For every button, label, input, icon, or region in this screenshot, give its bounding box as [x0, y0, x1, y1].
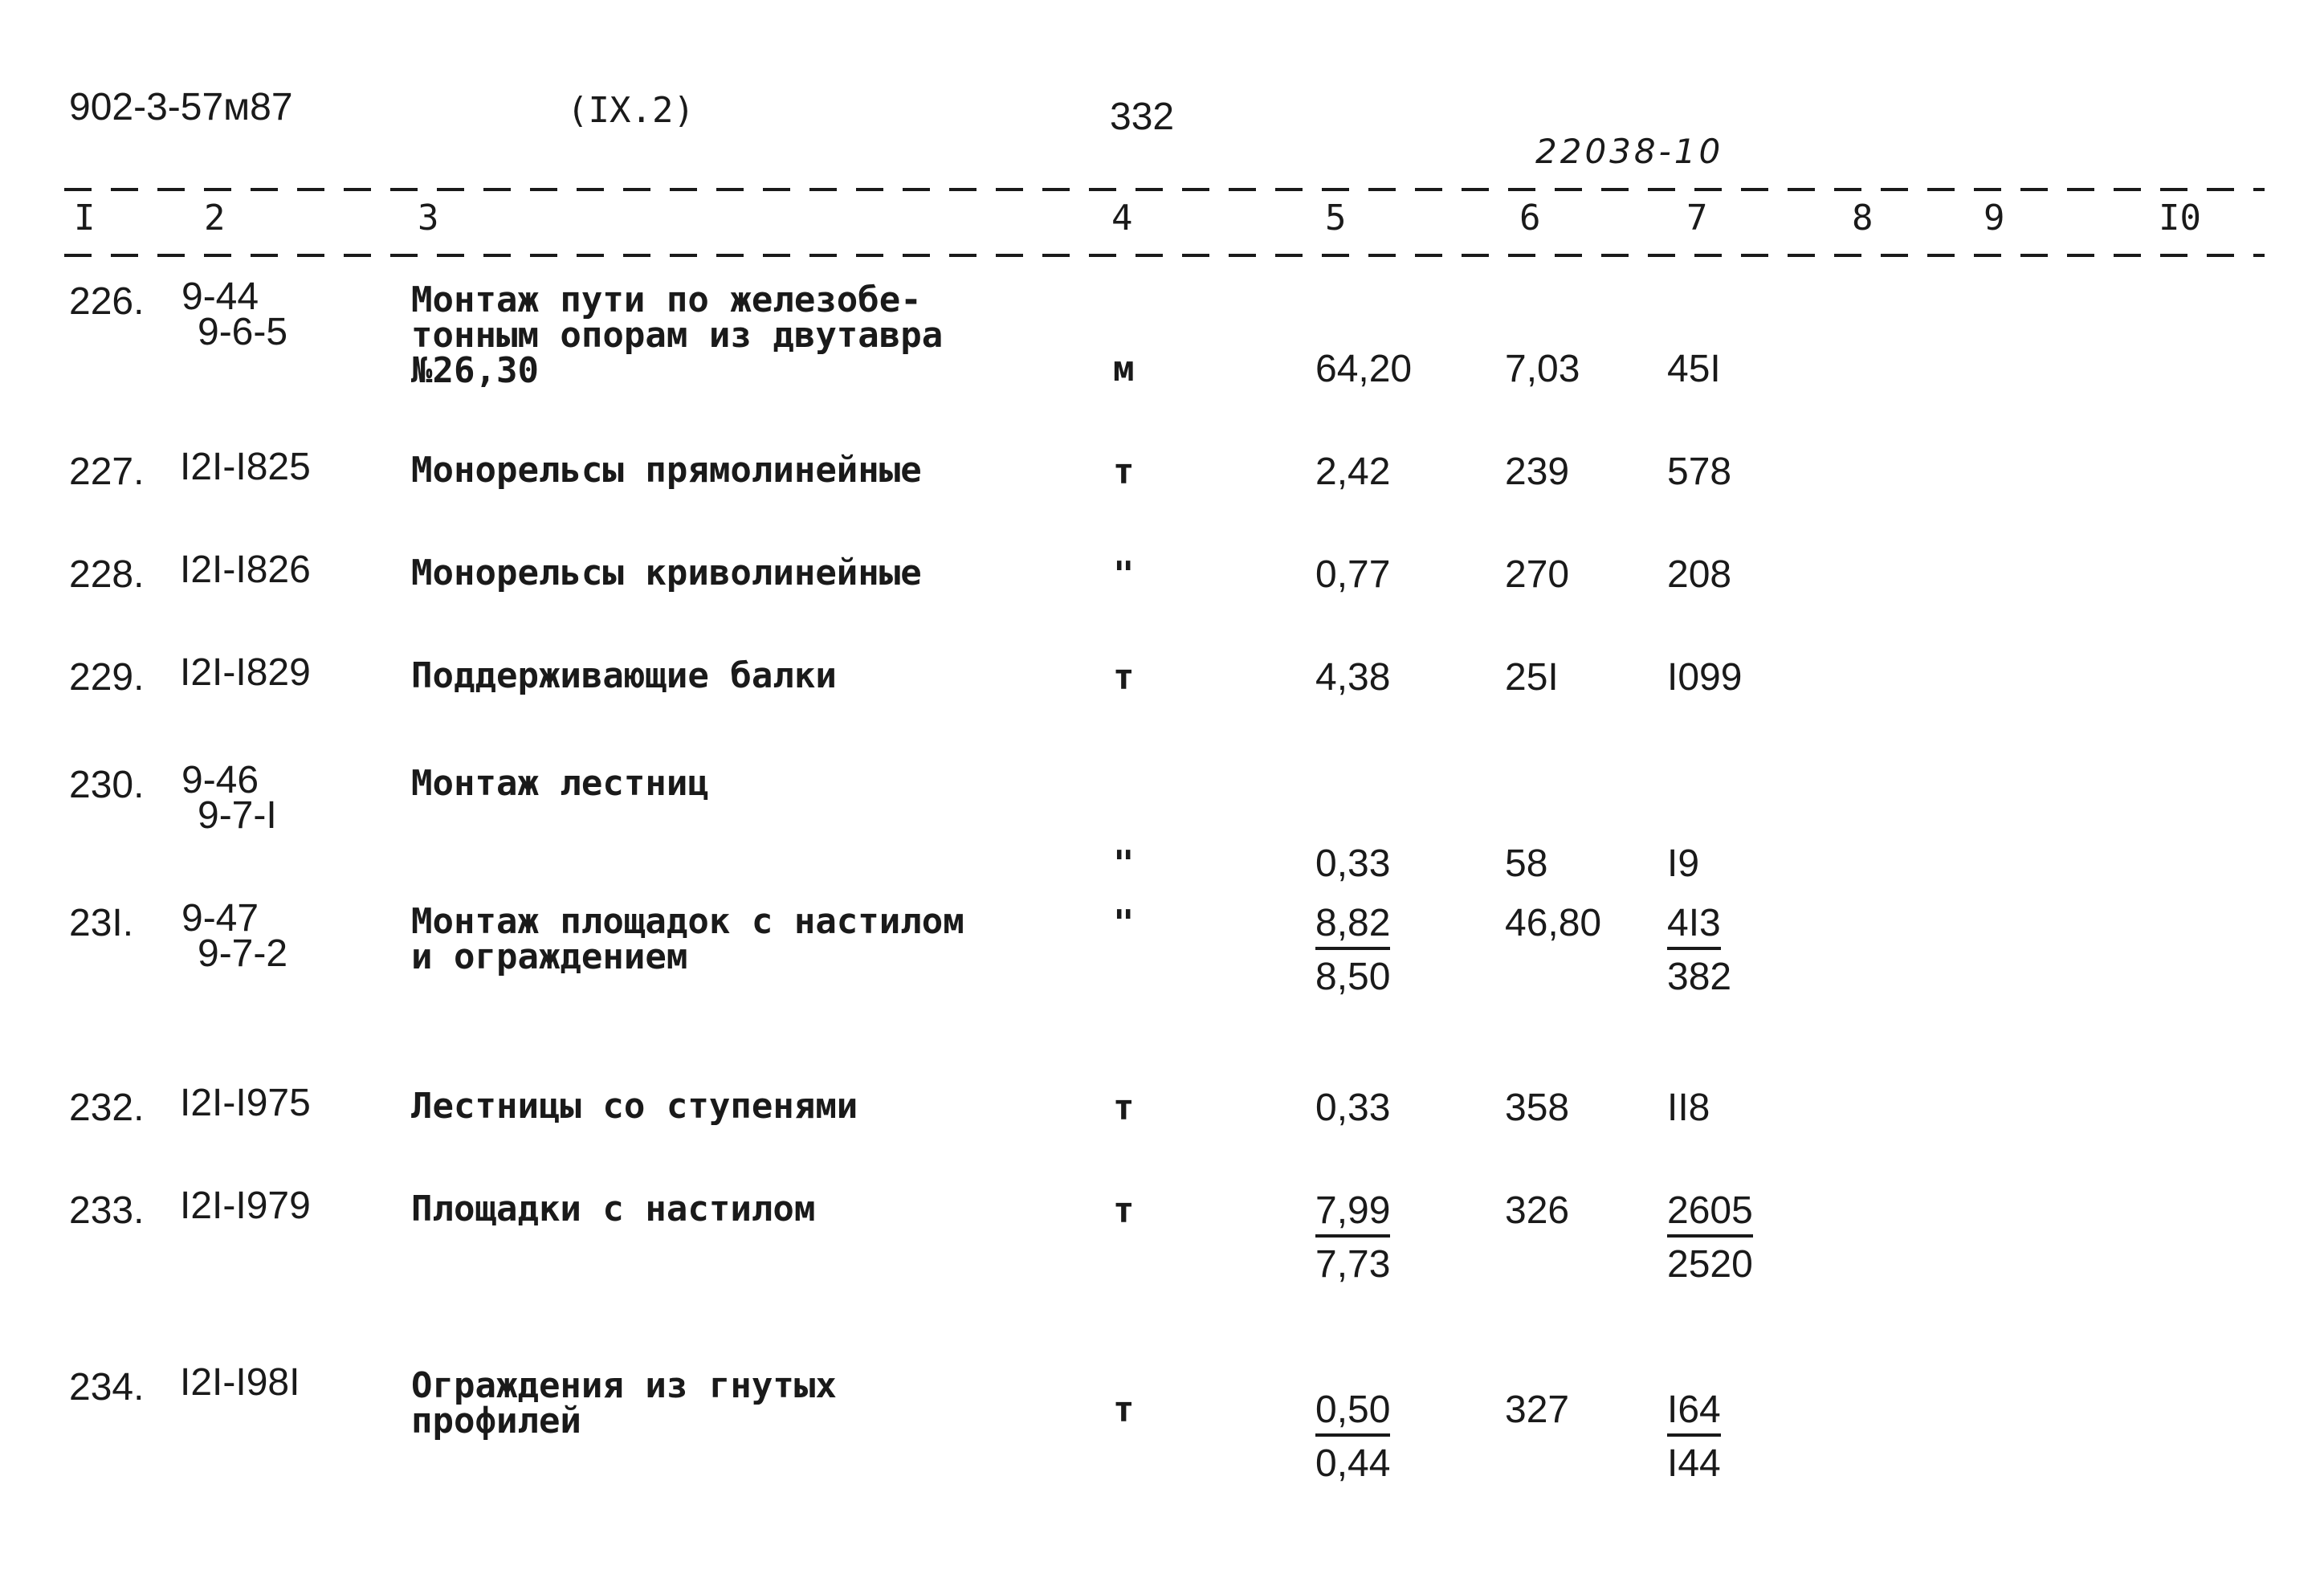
- quantity-value-denominator: 7,73: [1315, 1243, 1391, 1286]
- rate-code-line: I2I-I826: [180, 548, 311, 591]
- total-cost-value: 578: [1667, 451, 1732, 493]
- total-cost-value-numerator: 2605: [1667, 1189, 1753, 1238]
- row-number: 234.: [69, 1366, 145, 1409]
- rate-code: [180, 446, 311, 488]
- row-number: 227.: [69, 451, 145, 493]
- quantity-value-denominator: 0,44: [1315, 1442, 1391, 1485]
- total-cost-value: II8: [1667, 1087, 1710, 1129]
- quantity-value: 64,20: [1315, 348, 1413, 390]
- total-cost-value-denominator: 2520: [1667, 1243, 1753, 1286]
- rate-code: [180, 651, 311, 694]
- work-description: Монорельсы прямолинейные: [411, 450, 922, 491]
- rate-code-line: I2I-I829: [180, 651, 311, 694]
- work-description: Площадки с настилом: [411, 1189, 816, 1229]
- total-cost-value: 208: [1667, 553, 1732, 596]
- work-description: Монтаж площадок с настилом и ограждением: [411, 901, 964, 977]
- column-header-2: 2: [204, 198, 226, 239]
- rate-code-line: I2I-I975: [180, 1082, 311, 1124]
- work-description: Ограждения из гнутых профилей: [411, 1365, 837, 1441]
- quantity-value: 4,38: [1315, 656, 1391, 699]
- rate-code: [180, 1082, 311, 1124]
- total-cost-value-numerator: 4I3: [1667, 901, 1721, 950]
- column-header-3: 3: [418, 198, 439, 239]
- column-header-6: 6: [1519, 198, 1541, 239]
- unit-price-value: 239: [1505, 451, 1570, 493]
- row-number: 232.: [69, 1087, 145, 1129]
- unit-of-measure: ": [1113, 843, 1135, 884]
- rate-code-line: 9-7-2: [198, 932, 288, 975]
- work-description: Монтаж пути по железобе- тонным опорам из двутавра №26,30: [411, 279, 944, 391]
- rate-code: [180, 1361, 300, 1404]
- column-header-4: 4: [1111, 198, 1133, 239]
- column-header-9: 9: [1984, 198, 2005, 239]
- section-number: (IX.2): [567, 90, 695, 131]
- total-cost-value: [1667, 901, 1731, 999]
- rate-code: [181, 759, 277, 837]
- rate-code-line: 9-7-I: [198, 794, 277, 837]
- row-number: 228.: [69, 553, 145, 596]
- rate-code: [181, 897, 288, 975]
- work-description: Монтаж лестниц: [411, 763, 709, 804]
- column-header-5: 5: [1325, 198, 1347, 239]
- row-number: 23I.: [69, 902, 134, 944]
- total-cost-value-numerator: I64: [1667, 1388, 1721, 1437]
- column-header-10: I0: [2159, 198, 2201, 239]
- header-top-divider: [64, 188, 2265, 191]
- quantity-value: 2,42: [1315, 451, 1391, 493]
- unit-price-value: 46,80: [1505, 902, 1602, 944]
- rate-code: [180, 548, 311, 591]
- unit-price-value: 358: [1505, 1087, 1570, 1129]
- unit-of-measure: т: [1113, 451, 1135, 492]
- unit-price-value: 25I: [1505, 656, 1559, 699]
- unit-price-value: 270: [1505, 553, 1570, 596]
- document-code: 902-3-57м87: [69, 86, 293, 128]
- rate-code-line: I2I-I98I: [180, 1361, 300, 1404]
- quantity-value: [1315, 901, 1390, 999]
- total-cost-value: I099: [1667, 656, 1743, 699]
- header-bottom-divider: [64, 254, 2265, 257]
- quantity-value: [1315, 1189, 1390, 1287]
- row-number: 226.: [69, 280, 145, 323]
- column-header-8: 8: [1852, 198, 1873, 239]
- row-number: 230.: [69, 764, 145, 806]
- unit-of-measure: ": [1113, 554, 1135, 595]
- unit-price-value: 58: [1505, 842, 1548, 885]
- handwritten-stamp: 22038-10: [1535, 132, 1724, 171]
- quantity-value: 0,33: [1315, 842, 1391, 885]
- rate-code-line: I2I-I979: [180, 1185, 311, 1227]
- unit-of-measure: т: [1113, 1389, 1135, 1430]
- unit-of-measure: т: [1113, 1190, 1135, 1231]
- total-cost-value-denominator: 382: [1667, 956, 1732, 998]
- rate-code: [180, 1185, 311, 1227]
- total-cost-value: [1667, 1189, 1753, 1287]
- unit-price-value: 327: [1505, 1388, 1570, 1431]
- quantity-value: 0,33: [1315, 1087, 1391, 1129]
- unit-price-value: 326: [1505, 1189, 1570, 1232]
- work-description: Лестницы со ступенями: [411, 1086, 858, 1127]
- total-cost-value-denominator: I44: [1667, 1442, 1721, 1485]
- column-header-7: 7: [1686, 198, 1708, 239]
- quantity-value-numerator: 8,82: [1315, 901, 1390, 950]
- work-description: Монорельсы криволинейные: [411, 553, 922, 593]
- quantity-value-numerator: 0,50: [1315, 1388, 1390, 1437]
- quantity-value-numerator: 7,99: [1315, 1189, 1390, 1238]
- total-cost-value: [1667, 1388, 1721, 1486]
- unit-of-measure: т: [1113, 657, 1135, 698]
- rate-code-line: 9-47: [181, 897, 259, 940]
- quantity-value-denominator: 8,50: [1315, 956, 1391, 998]
- page-number: 332: [1110, 96, 1175, 138]
- unit-price-value: 7,03: [1505, 348, 1580, 390]
- rate-code-line: 9-44: [181, 275, 259, 318]
- unit-of-measure: т: [1113, 1087, 1135, 1128]
- quantity-value: [1315, 1388, 1390, 1486]
- unit-of-measure: ": [1113, 903, 1135, 944]
- row-number: 229.: [69, 656, 145, 699]
- total-cost-value: I9: [1667, 842, 1700, 885]
- total-cost-value: 45I: [1667, 348, 1721, 390]
- work-description: Поддерживающие балки: [411, 655, 837, 696]
- row-number: 233.: [69, 1189, 145, 1232]
- quantity-value: 0,77: [1315, 553, 1391, 596]
- rate-code-line: 9-6-5: [198, 311, 288, 353]
- rate-code-line: 9-46: [181, 759, 259, 801]
- rate-code-line: I2I-I825: [180, 446, 311, 488]
- rate-code: [181, 275, 288, 353]
- unit-of-measure: м: [1113, 349, 1135, 389]
- column-header-1: I: [74, 198, 96, 239]
